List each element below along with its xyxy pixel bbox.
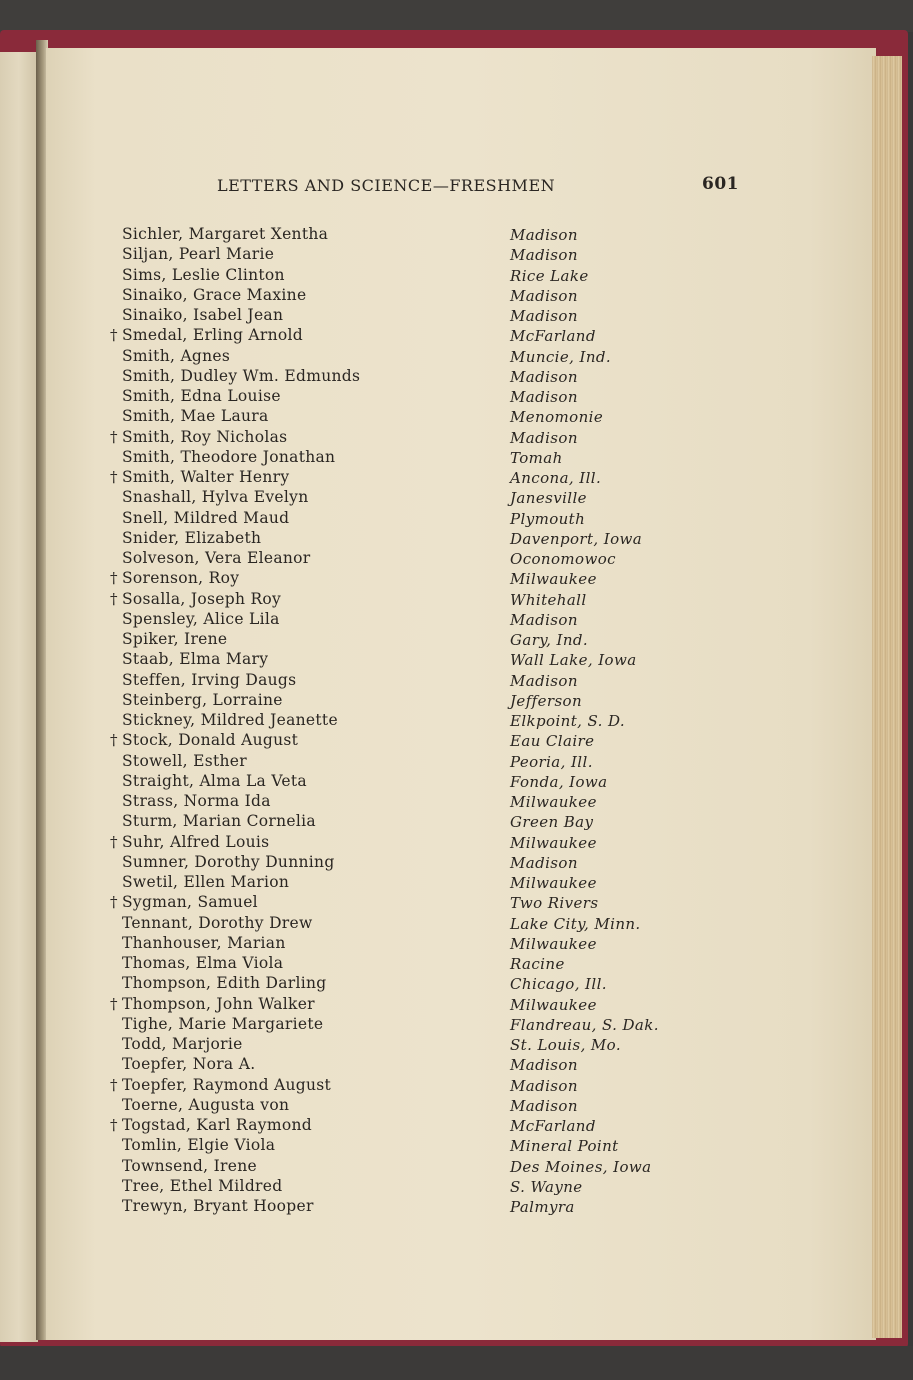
- hometown: Milwaukee: [510, 833, 597, 852]
- hometown: Plymouth: [510, 509, 586, 528]
- hometown: Madison: [510, 610, 578, 629]
- hometown: Milwaukee: [510, 995, 597, 1014]
- hometown: Madison: [510, 226, 578, 244]
- hometown: Two Rivers: [510, 894, 599, 913]
- student-name: Toepfer, Nora A.: [122, 1055, 256, 1074]
- student-name: Thompson, Edith Darling: [122, 974, 327, 993]
- list-item: [0, 913, 913, 933]
- student-name: Smith, Dudley Wm. Edmunds: [122, 366, 361, 385]
- student-name: Tomlin, Elgie Viola: [122, 1136, 276, 1155]
- list-item: [0, 244, 913, 264]
- student-name: Siljan, Pearl Marie: [122, 245, 275, 264]
- hometown: Madison: [510, 1076, 578, 1095]
- hometown: Tomah: [510, 448, 563, 467]
- list-item: [0, 1156, 913, 1176]
- student-name: Sumner, Dorothy Dunning: [122, 852, 335, 871]
- list-item: [0, 872, 913, 892]
- list-item: [0, 224, 913, 244]
- student-name: Thompson, John Walker: [122, 994, 315, 1013]
- list-item: [0, 771, 913, 791]
- list-item: [0, 832, 913, 852]
- list-item: [0, 447, 913, 467]
- hometown: Madison: [510, 671, 578, 690]
- list-item: [0, 933, 913, 953]
- hometown: S. Wayne: [510, 1177, 583, 1196]
- hometown: Gary, Ind.: [510, 631, 589, 649]
- list-item: [0, 1135, 913, 1155]
- hometown: Milwaukee: [510, 570, 597, 589]
- student-name: Stock, Donald August: [122, 731, 299, 750]
- background-top: [0, 0, 913, 32]
- student-name: Togstad, Karl Raymond: [122, 1116, 312, 1134]
- student-name: Strass, Norma Ida: [122, 792, 271, 810]
- list-item: [0, 1014, 913, 1034]
- list-item: [0, 427, 913, 447]
- hometown: Flandreau, S. Dak.: [510, 1015, 659, 1034]
- running-header-title: LETTERS AND SCIENCE—FRESHMEN: [217, 176, 556, 195]
- list-item: [0, 649, 913, 669]
- student-name: Thomas, Elma Viola: [122, 954, 284, 972]
- list-item: [0, 305, 913, 325]
- dagger-mark: †: [110, 468, 118, 486]
- list-item: [0, 953, 913, 973]
- list-item: [0, 467, 913, 487]
- hometown: Racine: [510, 955, 565, 973]
- list-item: [0, 1095, 913, 1115]
- hometown: Fonda, Iowa: [510, 772, 608, 791]
- hometown: Whitehall: [510, 590, 587, 609]
- student-name: Toepfer, Raymond August: [122, 1075, 332, 1094]
- hometown: Davenport, Iowa: [510, 529, 643, 548]
- student-name: Spiker, Irene: [122, 630, 228, 648]
- list-item: [0, 285, 913, 305]
- hometown: Palmyra: [510, 1198, 575, 1216]
- hometown: Madison: [510, 1096, 578, 1115]
- student-name: Snell, Mildred Maud: [122, 508, 290, 527]
- hometown: Madison: [510, 367, 578, 386]
- student-name: Sygman, Samuel: [122, 893, 258, 912]
- list-item: [0, 1196, 913, 1216]
- student-name: Sosalla, Joseph Roy: [122, 589, 282, 608]
- dagger-mark: †: [110, 1075, 118, 1094]
- list-item: [0, 346, 913, 366]
- list-item: [0, 852, 913, 872]
- list-item: [0, 366, 913, 386]
- list-item: [0, 1054, 913, 1074]
- hometown: Wall Lake, Iowa: [510, 651, 637, 670]
- list-item: [0, 568, 913, 588]
- hometown: McFarland: [510, 1117, 596, 1135]
- student-name: Todd, Marjorie: [122, 1035, 243, 1053]
- hometown: St. Louis, Mo.: [510, 1036, 622, 1054]
- dagger-mark: †: [110, 994, 118, 1013]
- list-item: [0, 589, 913, 609]
- list-item: [0, 973, 913, 993]
- list-item: [0, 609, 913, 629]
- hometown: Madison: [510, 428, 578, 447]
- student-name: Thanhouser, Marian: [122, 933, 286, 952]
- student-name: Swetil, Ellen Marion: [122, 873, 290, 891]
- student-name: Steffen, Irving Daugs: [122, 670, 297, 689]
- list-item: [0, 265, 913, 285]
- student-name: Smith, Walter Henry: [122, 468, 290, 486]
- hometown: Eau Claire: [510, 732, 595, 751]
- hometown: Milwaukee: [510, 874, 597, 892]
- hometown: Oconomowoc: [510, 550, 616, 568]
- hometown: Green Bay: [510, 813, 594, 832]
- hometown: Chicago, Ill.: [510, 975, 607, 994]
- hometown: Milwaukee: [510, 793, 597, 811]
- student-name: Smith, Theodore Jonathan: [122, 447, 336, 466]
- list-item: [0, 325, 913, 345]
- student-name: Sinaiko, Isabel Jean: [122, 306, 284, 324]
- student-name: Smith, Mae Laura: [122, 407, 269, 426]
- hometown: Madison: [510, 246, 578, 265]
- list-item: [0, 386, 913, 406]
- list-item: [0, 508, 913, 528]
- student-name: Smedal, Erling Arnold: [122, 326, 304, 345]
- hometown: Lake City, Minn.: [510, 914, 641, 933]
- background-bottom: [0, 1346, 913, 1380]
- list-item: [0, 892, 913, 912]
- list-item: [0, 710, 913, 730]
- student-name: Toerne, Augusta von: [122, 1095, 290, 1114]
- page-number: 601: [702, 174, 739, 194]
- student-name: Snider, Elizabeth: [122, 528, 262, 547]
- list-item: [0, 690, 913, 710]
- running-header: [0, 174, 913, 198]
- list-item: [0, 1176, 913, 1196]
- hometown: Mineral Point: [510, 1137, 619, 1156]
- student-name: Steinberg, Lorraine: [122, 690, 283, 709]
- dagger-mark: †: [110, 589, 118, 608]
- list-item: [0, 994, 913, 1014]
- student-name: Sinaiko, Grace Maxine: [122, 285, 307, 304]
- student-name: Smith, Edna Louise: [122, 387, 281, 405]
- hometown: Jefferson: [510, 691, 583, 710]
- list-item: [0, 670, 913, 690]
- student-list: [0, 224, 913, 1216]
- student-name: Tighe, Marie Margariete: [122, 1014, 324, 1033]
- list-item: [0, 548, 913, 568]
- hometown: Madison: [510, 388, 578, 406]
- student-name: Sorenson, Roy: [122, 569, 240, 588]
- hometown: Madison: [510, 307, 578, 325]
- student-name: Sturm, Marian Cornelia: [122, 812, 316, 831]
- hometown: Rice Lake: [510, 266, 589, 285]
- hometown: Madison: [510, 853, 578, 872]
- hometown: McFarland: [510, 327, 596, 346]
- list-item: [0, 730, 913, 750]
- hometown: Menomonie: [510, 408, 604, 427]
- dagger-mark: †: [110, 427, 118, 446]
- hometown: Madison: [510, 286, 578, 305]
- hometown: Muncie, Ind.: [510, 347, 612, 366]
- student-name: Stickney, Mildred Jeanette: [122, 711, 338, 729]
- student-name: Sichler, Margaret Xentha: [122, 225, 329, 243]
- list-item: [0, 487, 913, 507]
- list-item: [0, 811, 913, 831]
- student-name: Townsend, Irene: [122, 1156, 257, 1175]
- student-name: Straight, Alma La Veta: [122, 771, 307, 790]
- student-name: Sims, Leslie Clinton: [122, 265, 285, 284]
- student-name: Staab, Elma Mary: [122, 650, 269, 669]
- dagger-mark: †: [110, 893, 118, 912]
- list-item: [0, 1034, 913, 1054]
- student-name: Suhr, Alfred Louis: [122, 832, 270, 851]
- hometown: Des Moines, Iowa: [510, 1157, 652, 1176]
- student-name: Snashall, Hylva Evelyn: [122, 488, 309, 507]
- list-item: [0, 1115, 913, 1135]
- hometown: Milwaukee: [510, 934, 597, 953]
- student-name: Smith, Roy Nicholas: [122, 427, 288, 446]
- student-name: Tennant, Dorothy Drew: [122, 913, 313, 932]
- student-name: Solveson, Vera Eleanor: [122, 549, 311, 567]
- student-name: Trewyn, Bryant Hooper: [122, 1197, 314, 1215]
- list-item: [0, 791, 913, 811]
- list-item: [0, 629, 913, 649]
- list-item: [0, 1075, 913, 1095]
- hometown: Peoria, Ill.: [510, 752, 593, 771]
- dagger-mark: †: [110, 832, 118, 851]
- hometown: Madison: [510, 1056, 578, 1075]
- hometown: Ancona, Ill.: [510, 469, 602, 487]
- student-name: Stowell, Esther: [122, 751, 247, 770]
- dagger-mark: †: [110, 326, 118, 345]
- student-name: Smith, Agnes: [122, 346, 231, 365]
- dagger-mark: †: [110, 569, 118, 588]
- hometown: Janesville: [510, 489, 587, 508]
- list-item: [0, 406, 913, 426]
- student-name: Tree, Ethel Mildred: [122, 1176, 283, 1195]
- list-item: [0, 528, 913, 548]
- dagger-mark: †: [110, 1116, 118, 1134]
- student-name: Spensley, Alice Lila: [122, 609, 280, 628]
- list-item: [0, 751, 913, 771]
- dagger-mark: †: [110, 731, 118, 750]
- hometown: Elkpoint, S. D.: [510, 712, 626, 730]
